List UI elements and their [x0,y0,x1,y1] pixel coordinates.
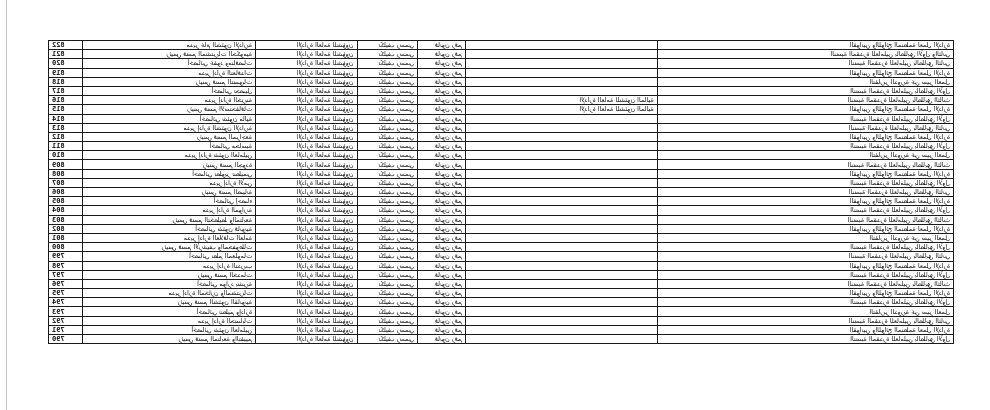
description-cell: النسبة المقدرة للعاملين بالطابق الثالث [657,96,953,105]
description-cell: النسبة المقدرة للعاملين بالطابق الثالث [657,215,953,224]
extra-cell [466,178,658,187]
table-row [49,169,954,178]
table-row [49,142,954,151]
department-cell: الإدارة العامة للشؤون [256,298,357,307]
category-cell: تكليف رسمي [357,270,417,279]
extra-cell [466,68,658,77]
row-number-cell: 791 [49,325,83,334]
section-cell: قانون رقم [418,160,466,169]
section-cell: قانون رقم [418,123,466,132]
category-cell: تكليف رسمي [357,151,417,160]
name-cell: رئيس قسم التسويات [82,77,255,86]
name-cell: مدير إدارة الخزينة [82,96,255,105]
section-cell: قانون رقم [418,169,466,178]
category-cell: تكليف رسمي [357,298,417,307]
name-cell: أخصائي تحصيل [82,86,255,95]
department-cell: الإدارة العامة للشؤون [256,325,357,334]
department-cell: الإدارة العامة للشؤون [256,261,357,270]
section-cell: قانون رقم [418,114,466,123]
table-row [49,307,954,316]
description-cell: النسبة المقدرة للعاملين بالطابق الثالث [657,279,953,288]
category-cell: تكليف رسمي [357,206,417,215]
section-cell: قانون رقم [418,41,466,50]
section-cell: قانون رقم [418,233,466,242]
category-cell: تكليف رسمي [357,41,417,50]
row-number-cell: 822 [49,41,83,50]
table-row [49,279,954,288]
name-cell: مدير إدارة الموازنة [82,206,255,215]
name-cell: مدير إدارة الحسابات [82,316,255,325]
category-cell: تكليف رسمي [357,142,417,151]
name-cell: رئيس قسم الأرشيف والمحفوظات [82,243,255,252]
name-cell: مدير إدارة التدريب [82,261,255,270]
description-cell: القوانين واللوائح المنظمة لعمل الإدارة [657,68,953,77]
department-cell: الإدارة العامة للشؤون [256,215,357,224]
table-row [49,243,954,252]
category-cell: تكليف رسمي [357,316,417,325]
name-cell: رئيس قسم الصيانة [82,188,255,197]
extra-cell [466,233,658,242]
category-cell: تكليف رسمي [357,252,417,261]
table-row [49,298,954,307]
table-row [49,86,954,95]
table-row [49,160,954,169]
extra-cell [466,50,658,59]
extra-cell [466,243,658,252]
extra-cell [466,197,658,206]
section-cell: قانون رقم [418,68,466,77]
description-cell: التقارير الدورية عن سير العمل [657,151,953,160]
category-cell: تكليف رسمي [357,160,417,169]
row-number-cell: 812 [49,132,83,141]
row-number-cell: 816 [49,96,83,105]
section-cell: قانون رقم [418,325,466,334]
extra-cell [466,325,658,334]
description-cell: النسبة المقدرة للعاملين بالطابق الأول [657,206,953,215]
row-number-cell: 813 [49,123,83,132]
department-cell: الإدارة العامة للشؤون [256,316,357,325]
name-cell: رئيس قسم المتابعة والتقييم [82,335,255,344]
description-cell: النسبة المقدرة للعاملين بالطابق الأول والثاني [657,50,953,59]
category-cell: تكليف رسمي [357,188,417,197]
extra-cell [466,142,658,151]
name-cell: مدير إدارة شئون العاملين [82,151,255,160]
extra-cell [466,132,658,141]
table-row [49,233,954,242]
row-number-cell: 801 [49,233,83,242]
row-number-cell: 803 [49,215,83,224]
description-cell: النسبة المقدرة للعاملين بالطابق الأول [657,270,953,279]
extra-cell [466,279,658,288]
description-cell: القوانين واللوائح المنظمة لعمل الإدارة [657,289,953,298]
section-cell: قانون رقم [418,215,466,224]
department-cell: الإدارة العامة للشؤون [256,279,357,288]
department-cell: الإدارة العامة للشؤون [256,50,357,59]
category-cell: تكليف رسمي [357,335,417,344]
extra-cell [466,298,658,307]
row-number-cell: 808 [49,169,83,178]
section-cell: قانون رقم [418,105,466,114]
description-cell: النسبة المقدرة للعاملين بالطابق الثاني [657,123,953,132]
extra-cell [466,206,658,215]
name-cell: أخصائي نظم المعلومات [82,252,255,261]
table-row [49,68,954,77]
extra-cell [466,252,658,261]
category-cell: تكليف رسمي [357,289,417,298]
extra-cell [466,114,658,123]
description-cell: القوانين واللوائح المنظمة لعمل الإدارة [657,325,953,334]
category-cell: تكليف رسمي [357,59,417,68]
extra-cell [466,289,658,298]
extra-cell [466,224,658,233]
description-cell: القوانين واللوائح المنظمة لعمل الإدارة [657,224,953,233]
name-cell: مدير عام الشئون الإدارية [82,41,255,50]
name-cell: أخصائي شئون العاملين [82,325,255,334]
page-margin-line [6,0,7,410]
table-row [49,188,954,197]
category-cell: تكليف رسمي [357,233,417,242]
category-cell: تكليف رسمي [357,169,417,178]
category-cell: تكليف رسمي [357,86,417,95]
category-cell: تكليف رسمي [357,77,417,86]
category-cell: تكليف رسمي [357,224,417,233]
section-cell: قانون رقم [418,142,466,151]
description-cell: القوانين واللوائح المنظمة لعمل الإدارة [657,105,953,114]
row-number-cell: 805 [49,197,83,206]
extra-cell: الإدارة العامة للشئون المالية [466,105,658,114]
extra-cell: الإدارة العامة للشئون المالية [466,96,658,105]
row-number-cell: 807 [49,178,83,187]
section-cell: قانون رقم [418,270,466,279]
section-cell: قانون رقم [418,261,466,270]
description-cell: النسبة المقدرة للعاملين بالطابق الثاني [657,59,953,68]
department-cell: الإدارة العامة للشؤون [256,132,357,141]
table-row [49,50,954,59]
table-row [49,252,954,261]
department-cell: الإدارة العامة للشؤون [256,197,357,206]
records-table-body [49,41,954,344]
row-number-cell: 806 [49,188,83,197]
description-cell: النسبة المقدرة للعاملين بالطابق الثالث [657,160,953,169]
row-number-cell: 804 [49,206,83,215]
table-row [49,261,954,270]
section-cell: قانون رقم [418,224,466,233]
department-cell: الإدارة العامة للشؤون [256,59,357,68]
row-number-cell: 795 [49,289,83,298]
department-cell: الإدارة العامة للشؤون [256,142,357,151]
name-cell: أخصائي شئون مالية [82,114,255,123]
row-number-cell: 815 [49,105,83,114]
mirrored-scan [48,40,954,344]
description-cell: النسبة المقدرة للعاملين بالطابق الثاني [657,252,953,261]
description-cell: التقارير الدورية عن سير العمل [657,233,953,242]
table-row [49,96,954,105]
table-row [49,325,954,334]
extra-cell [466,169,658,178]
description-cell: التقارير الدورية عن سير العمل [657,77,953,86]
department-cell: الإدارة العامة للشؤون [256,233,357,242]
name-cell: مدير إدارة الشئون الإدارية [82,123,255,132]
row-number-cell: 798 [49,261,83,270]
name-cell: أخصائي موارد بشرية [82,279,255,288]
description-cell: النسبة المقدرة للعاملين بالطابق الأول [657,86,953,95]
description-cell: القوانين واللوائح المنظمة لعمل الإدارة [657,261,953,270]
extra-cell [466,335,658,344]
category-cell: تكليف رسمي [357,50,417,59]
extra-cell [466,160,658,169]
department-cell: الإدارة العامة للشؤون [256,151,357,160]
section-cell: قانون رقم [418,335,466,344]
section-cell: قانون رقم [418,151,466,160]
row-number-cell: 820 [49,59,83,68]
department-cell: الإدارة العامة للشؤون [256,123,357,132]
department-cell: الإدارة العامة للشؤون [256,206,357,215]
row-number-cell: 802 [49,224,83,233]
description-cell: النسبة المقدرة للعاملين بالطابق الثاني [657,316,953,325]
description-cell: القوانين واللوائح المنظمة لعمل الإدارة [657,197,953,206]
description-cell: النسبة المقدرة للعاملين بالطابق الأول [657,335,953,344]
section-cell: قانون رقم [418,243,466,252]
category-cell: تكليف رسمي [357,261,417,270]
department-cell: الإدارة العامة للشؤون [256,224,357,233]
name-cell: رئيس قسم الخدمات [82,270,255,279]
section-cell: قانون رقم [418,316,466,325]
category-cell: تكليف رسمي [357,68,417,77]
category-cell: تكليف رسمي [357,123,417,132]
row-number-cell: 810 [49,151,83,160]
category-cell: تكليف رسمي [357,96,417,105]
row-number-cell: 817 [49,86,83,95]
section-cell: قانون رقم [418,298,466,307]
table-row [49,270,954,279]
department-cell: الإدارة العامة للشؤون [256,68,357,77]
category-cell: تكليف رسمي [357,178,417,187]
name-cell: أخصائي عقود ومناقصات [82,59,255,68]
department-cell: الإدارة العامة للشؤون [256,114,357,123]
row-number-cell: 821 [49,50,83,59]
table-row [49,289,954,298]
name-cell: رئيس قسم التخطيط والمتابعة [82,215,255,224]
extra-cell [466,77,658,86]
table-row [49,123,954,132]
department-cell: الإدارة العامة للشؤون [256,270,357,279]
row-number-cell: 819 [49,68,83,77]
section-cell: قانون رقم [418,289,466,298]
section-cell: قانون رقم [418,96,466,105]
department-cell: الإدارة العامة للشؤون [256,178,357,187]
row-number-cell: 818 [49,77,83,86]
description-cell: القوانين واللوائح المنظمة لعمل الإدارة [657,169,953,178]
name-cell: أخصائي إحصاء [82,197,255,206]
department-cell: الإدارة العامة للشؤون [256,335,357,344]
table-row [49,316,954,325]
name-cell: رئيس قسم الجودة [82,160,255,169]
extra-cell [466,123,658,132]
table-row [49,105,954,114]
department-cell: الإدارة العامة للشؤون [256,252,357,261]
name-cell: رئيس قسم الشئون القانونية [82,298,255,307]
category-cell: تكليف رسمي [357,215,417,224]
department-cell: الإدارة العامة للشؤون [256,243,357,252]
section-cell: قانون رقم [418,307,466,316]
table-row [49,206,954,215]
row-number-cell: 809 [49,160,83,169]
category-cell: تكليف رسمي [357,307,417,316]
section-cell: قانون رقم [418,279,466,288]
row-number-cell: 792 [49,316,83,325]
extra-cell [466,307,658,316]
row-number-cell: 800 [49,243,83,252]
department-cell: الإدارة العامة للشؤون [256,96,357,105]
row-number-cell: 811 [49,142,83,151]
name-cell: مدير إدارة المخازن والمشتريات [82,289,255,298]
description-cell: النسبة المقدرة للعاملين بالطابق الأول [657,114,953,123]
name-cell: أخصائي تطوير تنظيمي [82,169,255,178]
extra-cell [466,188,658,197]
name-cell: مدير إدارة التعاقدات [82,68,255,77]
section-cell: قانون رقم [418,206,466,215]
name-cell: رئيس قسم المشتريات الحكومية [82,50,255,59]
extra-cell [466,86,658,95]
department-cell: الإدارة العامة للشؤون [256,160,357,169]
table-row [49,132,954,141]
table-row [49,151,954,160]
name-cell: رئيس قسم الاستحقاقات [82,105,255,114]
table-row [49,197,954,206]
row-number-cell: 797 [49,270,83,279]
description-cell: القوانين واللوائح المنظمة لعمل الإدارة [657,41,953,50]
table-row [49,41,954,50]
section-cell: قانون رقم [418,188,466,197]
description-cell: النسبة المقدرة للعاملين بالطابق الثاني [657,188,953,197]
department-cell: الإدارة العامة للشؤون [256,105,357,114]
department-cell: الإدارة العامة للشؤون [256,77,357,86]
extra-cell [466,261,658,270]
description-cell: النسبة المقدرة للعاملين بالطابق الأول [657,142,953,151]
section-cell: قانون رقم [418,178,466,187]
category-cell: تكليف رسمي [357,279,417,288]
row-number-cell: 814 [49,114,83,123]
department-cell: الإدارة العامة للشؤون [256,86,357,95]
category-cell: تكليف رسمي [357,243,417,252]
table-row [49,114,954,123]
section-cell: قانون رقم [418,50,466,59]
table-row [49,215,954,224]
extra-cell [466,41,658,50]
row-number-cell: 794 [49,298,83,307]
section-cell: قانون رقم [418,132,466,141]
category-cell: تكليف رسمي [357,114,417,123]
name-cell: مدير إدارة الأمن [82,178,255,187]
extra-cell [466,59,658,68]
table-row [49,335,954,344]
records-table [48,40,954,344]
extra-cell [466,316,658,325]
table-row [49,224,954,233]
section-cell: قانون رقم [418,197,466,206]
table-row [49,77,954,86]
name-cell: رئيس قسم المراجعة [82,132,255,141]
description-cell: النسبة المقدرة للعاملين بالطابق الأول [657,178,953,187]
category-cell: تكليف رسمي [357,325,417,334]
row-number-cell: 793 [49,307,83,316]
department-cell: الإدارة العامة للشؤون [256,188,357,197]
department-cell: الإدارة العامة للشؤون [256,307,357,316]
name-cell: مدير إدارة العلاقات العامة [82,233,255,242]
table-row [49,59,954,68]
description-cell: النسبة المقدرة للعاملين بالطابق الأول [657,243,953,252]
department-cell: الإدارة العامة للشؤون [256,169,357,178]
extra-cell [466,270,658,279]
section-cell: قانون رقم [418,59,466,68]
category-cell: تكليف رسمي [357,132,417,141]
category-cell: تكليف رسمي [357,105,417,114]
extra-cell [466,215,658,224]
name-cell: أخصائي تنظيم وإدارة [82,307,255,316]
table-row [49,178,954,187]
description-cell: التقارير الدورية عن سير العمل [657,307,953,316]
name-cell: أخصائي محاسبة [82,142,255,151]
row-number-cell: 790 [49,335,83,344]
description-cell: النسبة المقدرة للعاملين بالطابق الأول [657,298,953,307]
department-cell: الإدارة العامة للشؤون [256,41,357,50]
row-number-cell: 796 [49,279,83,288]
category-cell: تكليف رسمي [357,197,417,206]
department-cell: الإدارة العامة للشؤون [256,289,357,298]
description-cell: القوانين واللوائح المنظمة لعمل الإدارة [657,132,953,141]
row-number-cell: 799 [49,252,83,261]
section-cell: قانون رقم [418,77,466,86]
section-cell: قانون رقم [418,252,466,261]
name-cell: أخصائي شئون قانونية [82,224,255,233]
section-cell: قانون رقم [418,86,466,95]
extra-cell [466,151,658,160]
